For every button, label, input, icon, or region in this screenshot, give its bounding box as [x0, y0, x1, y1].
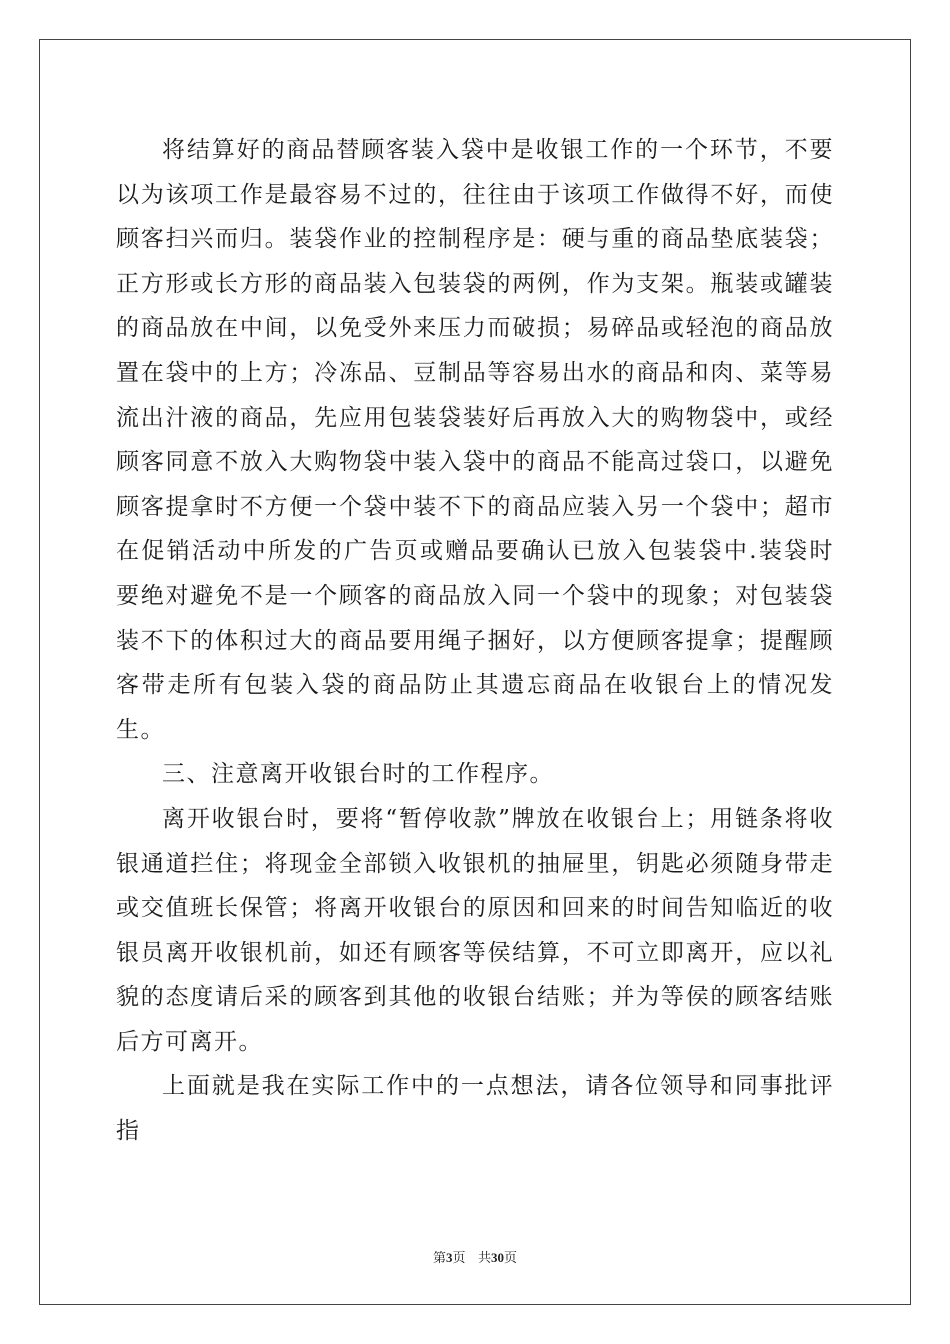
paragraph-bagging: 将结算好的商品替顾客装入袋中是收银工作的一个环节，不要以为该项工作是最容易不过的，往往由于该项工作做得不好，而使顾客扫兴而归。装袋作业的控制程序是：硬与重的商品垫底装袋；正方形或长方形的商品装入包装袋的两例，作为支架。瓶装或罐装的商品放在中间，以免受外来压力而破损；易碎品或轻泡的商品放置在袋中的上方；冷冻品、豆制品等容易出水的商品和肉、菜等易流出汁液的商品，先应用包装袋装好后再放入大的购物袋中，或经顾客同意不放入大购物袋中装入袋中的商品不能高过袋口，以避免顾客提拿时不方便一个袋中装不下的商品应装入另一个袋中；超市在促销活动中所发的广告页或赠品要确认已放入包装袋中.装袋时要绝对避免不是一个顾客的商品放入同一个袋中的现象；对包装袋装不下的体积过大的商品要用绳子捆好，以方便顾客提拿；提醒顾客带走所有包装入袋的商品防止其遗忘商品在收银台上的情况发生。: [116, 137, 834, 743]
page-suffix: 页: [452, 1251, 466, 1266]
document-body: [116, 128, 834, 1154]
paragraph-closing: 上面就是我在实际工作中的一点想法，请各位领导和同事批评指: [116, 1073, 834, 1145]
page-prefix: 第: [433, 1251, 447, 1266]
total-pages: 30: [490, 1250, 504, 1265]
paragraph-leaving-register: 离开收银台时，要将“暂停收款”牌放在收银台上；用链条将收银通道拦住；将现金全部锁入收银机的抽屉里，钥匙必须随身带走或交值班长保管；将离开收银台的原因和回来的时间告知临近的收银员离开收银机前，如还有顾客等侯结算，不可立即离开，应以礼貌的态度请后采的顾客到其他的收银台结账；并为等侯的顾客结账后方可离开。: [116, 805, 834, 1055]
page-number: 3: [446, 1250, 453, 1265]
total-prefix: 共: [477, 1251, 491, 1266]
section-heading-leaving-register: 三、注意离开收银台时的工作程序。: [162, 761, 554, 788]
total-suffix: 页: [503, 1251, 517, 1266]
page-footer: [0, 1247, 950, 1266]
